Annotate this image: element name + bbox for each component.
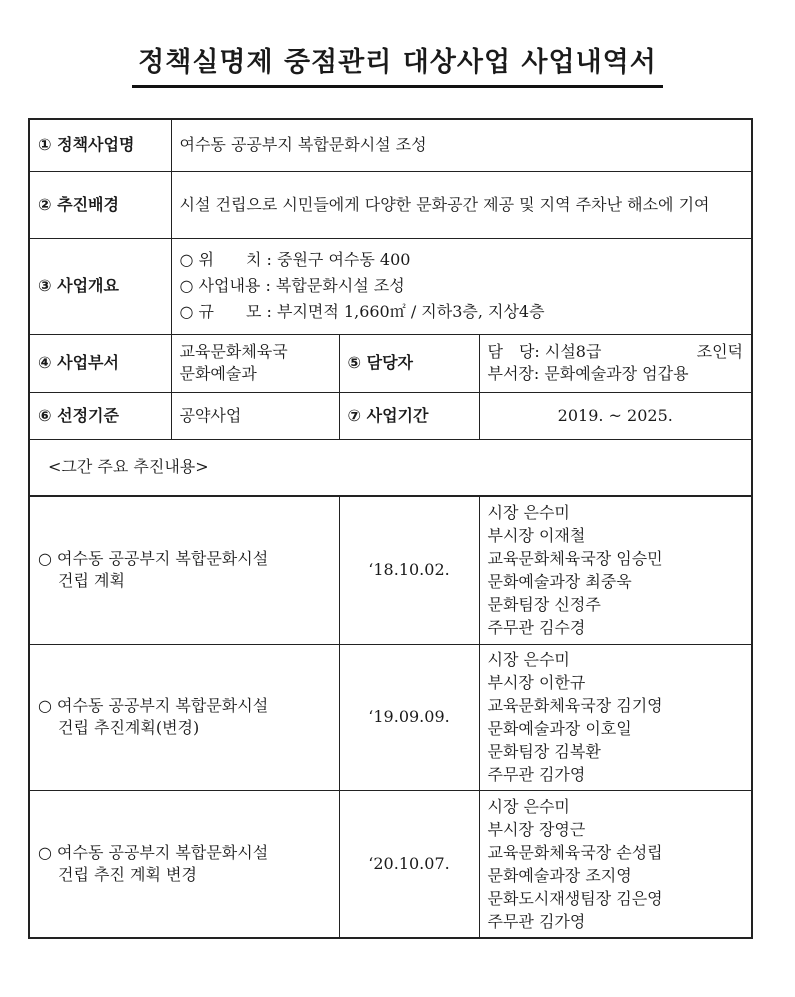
overview-content: ○ 사업내용 : 복합문화시설 조성 [179, 276, 405, 295]
row-background [29, 171, 752, 238]
history-date: ‘20.10.07. [339, 790, 479, 938]
approver: 문화예술과장 최중욱 [487, 572, 632, 592]
project-detail-table [28, 118, 753, 939]
value-policy-name: 여수동 공공부지 복합문화시설 조성 [171, 119, 752, 171]
department-bureau: 교육문화체육국 [179, 342, 288, 361]
manager-staff: 담 당: 시설8급 [487, 342, 602, 361]
row-overview [29, 238, 752, 334]
manager-staff-name: 조인덕 [696, 342, 743, 361]
document-title-wrap [0, 40, 795, 88]
label-criteria: ⑥ 선정기준 [29, 392, 171, 439]
row-policy-name [29, 119, 752, 171]
approver: 교육문화체육국장 김기영 [487, 696, 663, 715]
history-approvers [479, 790, 752, 938]
row-criteria [29, 392, 752, 439]
manager-staff-line [488, 341, 744, 363]
approver: 시장 은수미 [487, 796, 570, 816]
approver: 부시장 이재철 [487, 526, 586, 546]
approver: 문화예술과장 조지영 [487, 865, 632, 885]
label-policy-name: ① 정책사업명 [29, 119, 171, 171]
row-department [29, 334, 752, 392]
document-title: 정책실명제 중점관리 대상사업 사업내역서 [132, 40, 663, 88]
history-date: ‘18.10.02. [339, 496, 479, 644]
approver: 주무관 김수경 [487, 618, 586, 638]
approver: 문화팀장 김복환 [487, 742, 601, 761]
approver: 시장 은수미 [487, 650, 570, 669]
history-content [29, 644, 339, 790]
history-row [29, 644, 752, 790]
approver: 교육문화체육국장 손성립 [487, 842, 663, 862]
approver: 부시장 장영근 [487, 819, 586, 839]
label-overview: ③ 사업개요 [29, 238, 171, 334]
value-period: 2019. ~ 2025. [479, 392, 752, 439]
row-history-header [29, 439, 752, 496]
approver: 부시장 이한규 [487, 673, 586, 692]
approver: 문화팀장 신정주 [487, 595, 601, 615]
value-manager [479, 334, 752, 392]
history-content-line: ○ 여수동 공공부지 복합문화시설 [38, 842, 269, 862]
overview-scale: ○ 규 모 : 부지면적 1,660㎡ / 지하3층, 지상4층 [179, 302, 545, 321]
value-criteria: 공약사업 [171, 392, 339, 439]
history-approvers [479, 496, 752, 644]
history-content-line: 건립 추진계획(변경) [58, 718, 200, 737]
approver: 주무관 김가영 [487, 765, 586, 784]
label-period: ⑦ 사업기간 [339, 392, 479, 439]
history-row [29, 790, 752, 938]
history-content [29, 790, 339, 938]
label-department: ④ 사업부서 [29, 334, 171, 392]
history-content-line: 건립 추진 계획 변경 [58, 864, 197, 884]
approver: 문화예술과장 이호일 [487, 719, 632, 738]
value-background: 시설 건립으로 시민들에게 다양한 문화공간 제공 및 지역 주차난 해소에 기여 [171, 171, 752, 238]
history-row [29, 496, 752, 644]
label-manager: ⑤ 담당자 [339, 334, 479, 392]
history-content [29, 496, 339, 644]
label-background: ② 추진배경 [29, 171, 171, 238]
history-content-line: 건립 계획 [58, 571, 125, 591]
history-content-line: ○ 여수동 공공부지 복합문화시설 [38, 549, 269, 569]
approver: 문화도시재생팀장 김은영 [487, 888, 663, 908]
value-overview [171, 238, 752, 334]
history-date: ‘19.09.09. [339, 644, 479, 790]
history-content-line: ○ 여수동 공공부지 복합문화시설 [38, 696, 269, 715]
approver: 교육문화체육국장 임승민 [487, 549, 663, 569]
history-approvers [479, 644, 752, 790]
history-header: <그간 주요 추진내용> [29, 439, 752, 496]
overview-location: ○ 위 치 : 중원구 여수동 400 [179, 250, 411, 269]
value-department [171, 334, 339, 392]
approver: 주무관 김가영 [487, 911, 586, 931]
department-division: 문화예술과 [179, 364, 257, 383]
approver: 시장 은수미 [487, 503, 570, 523]
manager-head: 부서장: 문화예술과장 엄갑용 [487, 364, 689, 383]
